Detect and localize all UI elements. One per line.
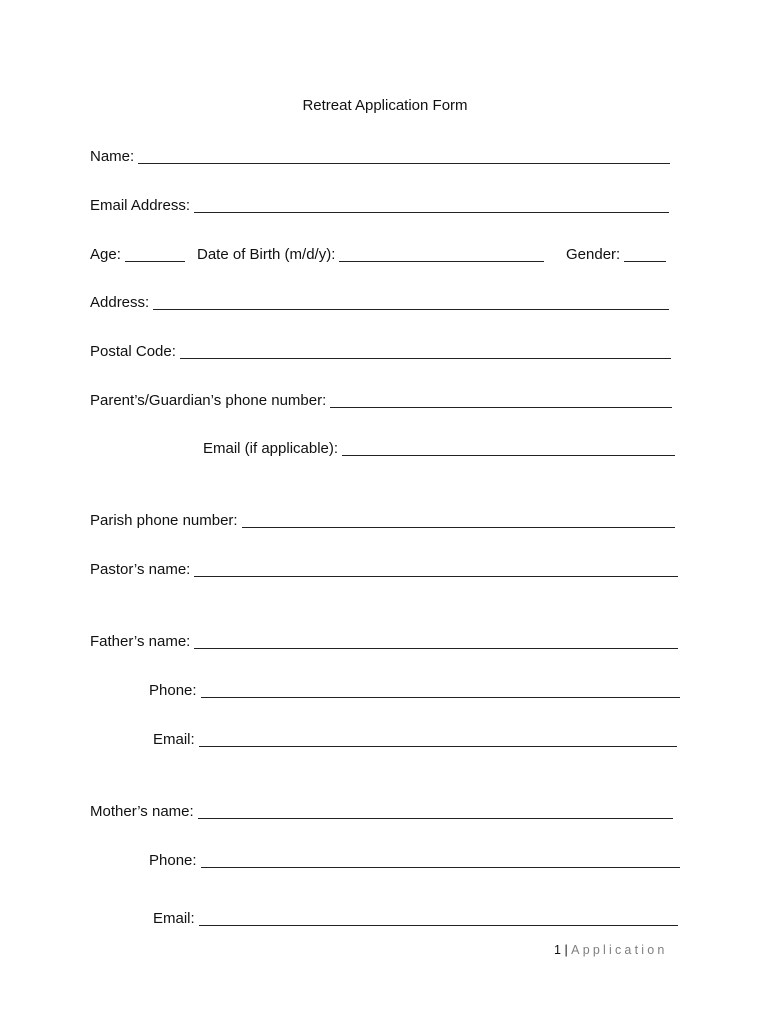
guardian-email-row bbox=[203, 437, 675, 457]
mother-email-blank-line[interactable] bbox=[199, 911, 678, 926]
gender-blank-line[interactable] bbox=[624, 247, 666, 262]
father-name-row bbox=[90, 630, 678, 650]
father-phone-blank-line[interactable] bbox=[201, 683, 680, 698]
father-email-label: Email: bbox=[153, 731, 195, 748]
mother-email-label: Email: bbox=[153, 910, 195, 927]
guardian-email-blank-line[interactable] bbox=[342, 441, 675, 456]
father-phone-row bbox=[149, 679, 680, 699]
name-label: Name: bbox=[90, 148, 135, 165]
age-label: Age: bbox=[90, 246, 121, 263]
address-row bbox=[90, 291, 669, 311]
footer-section-label: Application bbox=[571, 943, 668, 957]
form-title: Retreat Application Form bbox=[302, 97, 468, 114]
mother-name-row bbox=[90, 800, 673, 820]
age-row bbox=[90, 243, 185, 263]
pastor-name-label: Pastor’s name: bbox=[90, 561, 191, 578]
father-email-blank-line[interactable] bbox=[199, 732, 677, 747]
address-blank-line[interactable] bbox=[153, 295, 669, 310]
guardian-phone-row bbox=[90, 389, 672, 409]
parish-phone-blank-line[interactable] bbox=[242, 513, 675, 528]
email-address-label: Email Address: bbox=[90, 197, 191, 214]
mother-email-row bbox=[153, 907, 678, 927]
mother-phone-row bbox=[149, 849, 680, 869]
father-email-row bbox=[153, 728, 677, 748]
page-number: 1 bbox=[554, 943, 561, 957]
pastor-name-blank-line[interactable] bbox=[194, 562, 678, 577]
guardian-email-label: Email (if applicable): bbox=[203, 440, 339, 457]
gender-row bbox=[566, 243, 666, 263]
parish-phone-label: Parish phone number: bbox=[90, 512, 238, 529]
dob-label: Date of Birth (m/d/y): bbox=[197, 246, 336, 263]
postal-code-row bbox=[90, 340, 671, 360]
father-name-blank-line[interactable] bbox=[194, 634, 678, 649]
name-row bbox=[90, 145, 670, 165]
mother-name-blank-line[interactable] bbox=[198, 804, 673, 819]
father-name-label: Father’s name: bbox=[90, 633, 191, 650]
guardian-phone-blank-line[interactable] bbox=[330, 393, 672, 408]
mother-name-label: Mother’s name: bbox=[90, 803, 194, 820]
guardian-phone-label: Parent’s/Guardian’s phone number: bbox=[90, 392, 327, 409]
name-blank-line[interactable] bbox=[138, 149, 670, 164]
pastor-name-row bbox=[90, 558, 678, 578]
footer-separator: | bbox=[564, 943, 568, 957]
postal-code-label: Postal Code: bbox=[90, 343, 176, 360]
dob-blank-line[interactable] bbox=[339, 247, 544, 262]
father-phone-label: Phone: bbox=[149, 682, 197, 699]
gender-label: Gender: bbox=[566, 246, 621, 263]
email-address-row bbox=[90, 194, 669, 214]
mother-phone-blank-line[interactable] bbox=[201, 853, 680, 868]
email-address-blank-line[interactable] bbox=[194, 198, 669, 213]
dob-row bbox=[197, 243, 544, 263]
page-footer bbox=[554, 943, 668, 957]
postal-code-blank-line[interactable] bbox=[180, 344, 671, 359]
address-label: Address: bbox=[90, 294, 150, 311]
age-blank-line[interactable] bbox=[125, 247, 185, 262]
parish-phone-row bbox=[90, 509, 675, 529]
mother-phone-label: Phone: bbox=[149, 852, 197, 869]
